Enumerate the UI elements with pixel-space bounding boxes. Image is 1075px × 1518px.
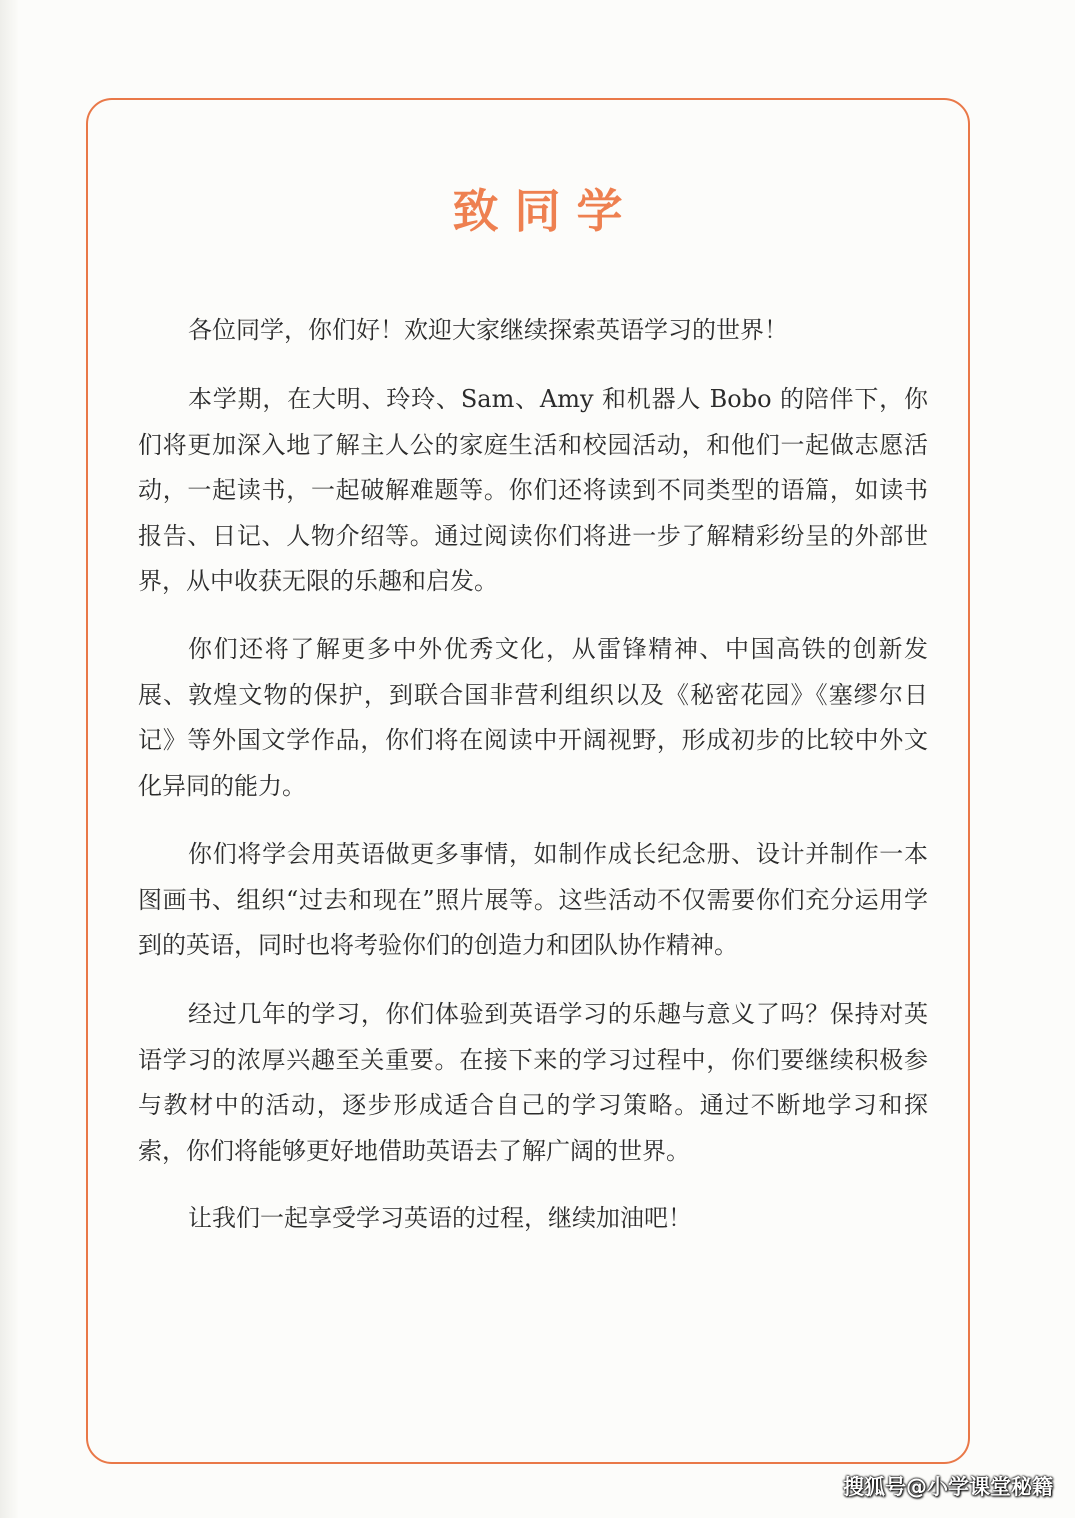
paragraph-semester-intro: 本学期，在大明、玲玲、Sam、Amy 和机器人 Bobo 的陪伴下，你们将更加深入地了解主人公的家庭生活和校园活动，和他们一起做志愿活动，一起读书，一起破解难题等。你们还将读到不同类型的语篇，如读书报告、日记、人物介绍等。通过阅读你们将进一步了解精彩纷呈的外部世界，从中收获无限的乐趣和启发。 bbox=[138, 385, 928, 595]
page-title: 致同学 bbox=[452, 184, 639, 238]
paragraph-learning-interest: 经过几年的学习，你们体验到英语学习的乐趣与意义了吗？保持对英语学习的浓厚兴趣至关重要。在接下来的学习过程中，你们要继续积极参与教材中的活动，逐步形成适合自己的学习策略。通过不断地学习和探索，你们将能够更好地借助英语去了解广阔的世界。 bbox=[138, 1000, 928, 1165]
watermark-text: 搜狐号@小学课堂秘籍 bbox=[843, 1475, 1053, 1499]
paragraph-closing: 让我们一起享受学习英语的过程，继续加油吧！ bbox=[188, 1204, 692, 1232]
paragraph-culture: 你们还将了解更多中外优秀文化，从雷锋精神、中国高铁的创新发展、敦煌文物的保护，到联合国非营利组织以及《秘密花园》《塞缪尔日记》等外国文学作品，你们将在阅读中开阔视野，形成初步的比较中外文化异同的能力。 bbox=[138, 635, 928, 800]
paragraph-activities: 你们将学会用英语做更多事情，如制作成长纪念册、设计并制作一本图画书、组织“过去和现在”照片展等。这些活动不仅需要你们充分运用学到的英语，同时也将考验你们的创造力和团队协作精神。 bbox=[138, 840, 928, 959]
paragraph-greeting: 各位同学，你们好！欢迎大家继续探索英语学习的世界！ bbox=[188, 316, 788, 344]
